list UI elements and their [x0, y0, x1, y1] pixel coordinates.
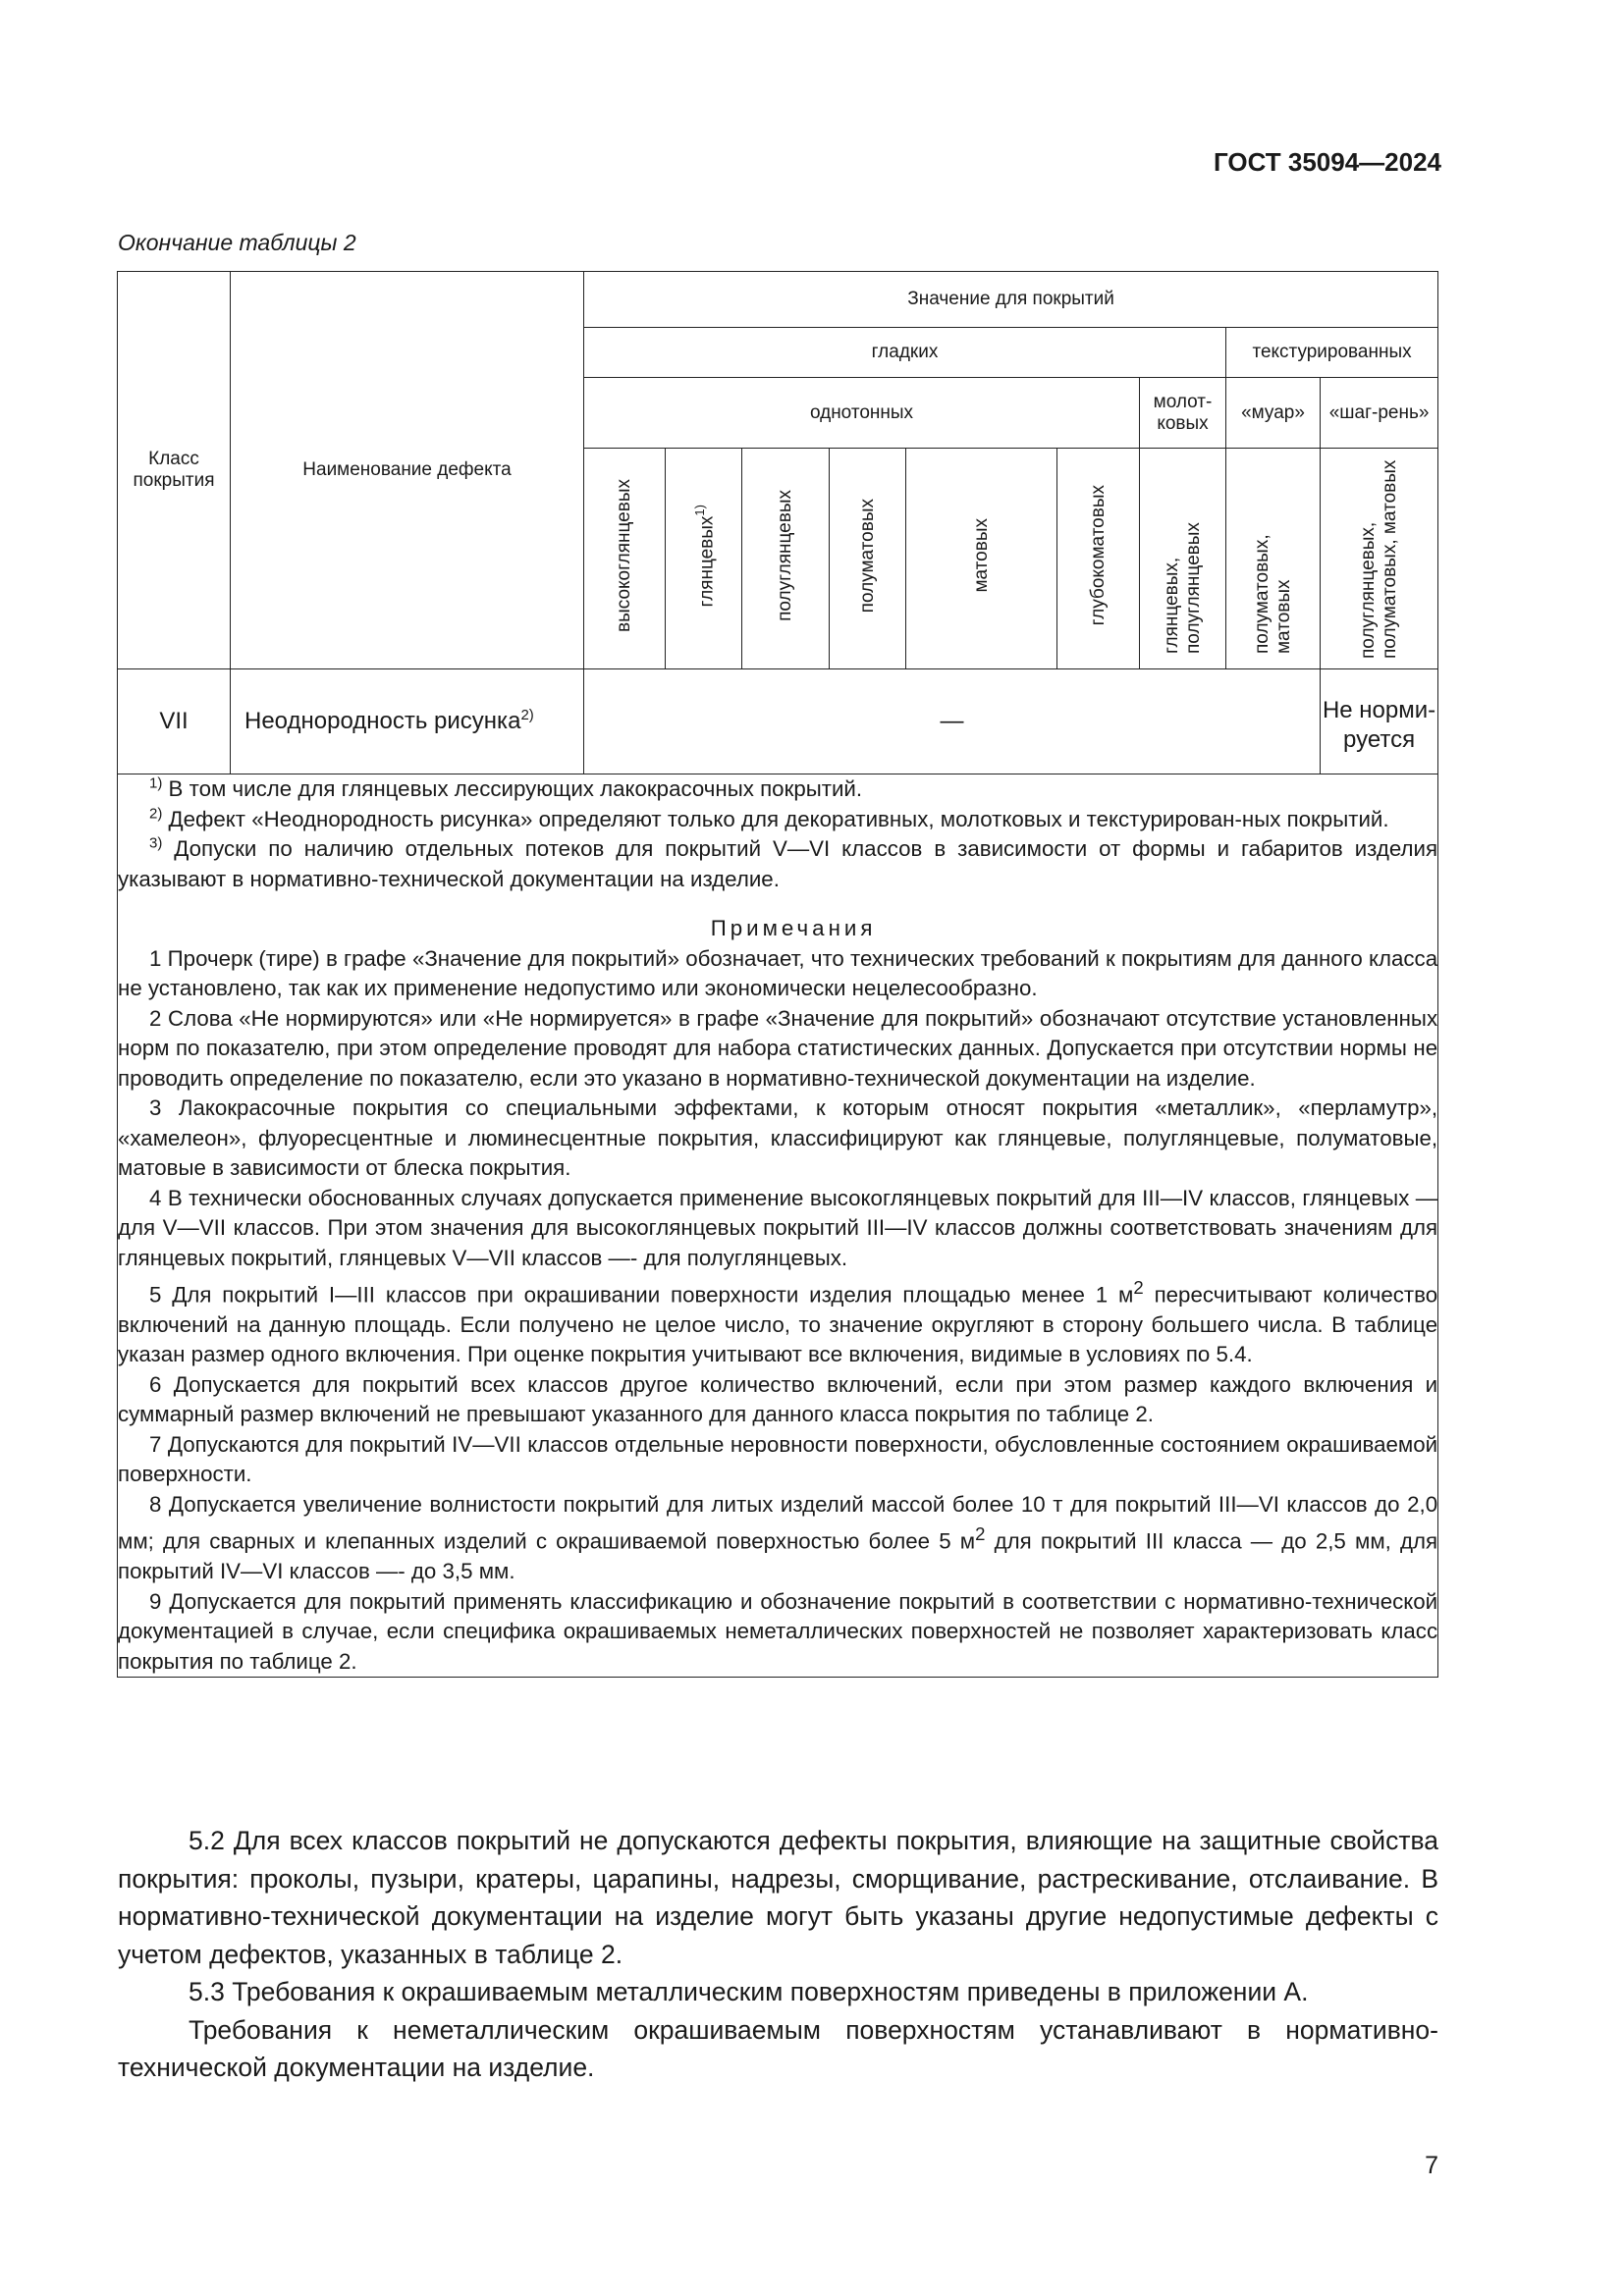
row-value-not-normalized: Не норми-руется [1321, 669, 1438, 774]
document-id: ГОСТ 35094—2024 [1214, 147, 1441, 177]
notes-title: Примечания [710, 916, 877, 940]
header-textured: текстурированных [1226, 328, 1438, 378]
subcol-moire: полуматовых, матовых [1226, 449, 1321, 669]
note-item: 4 В технически обоснованных случаях допускается применение высокоглянцевых покрытий для III—IV классов, глянцевых — для V—VII классов. При этом значения для высокоглянцевых покрытий III—IV классов должны соответствовать значениям для глянцевых покрытий, глянцевых V—VII классов —- для полуглянцевых. [118, 1185, 1438, 1270]
note-item: 9 Допускается для покрытий применять классификацию и обозначение покрытий в соответствии с нормативно-технической документацией в случае, если специфика окрашиваемых неметаллических поверхностей не позволяет характеризовать класс покрытия по таблице 2. [118, 1588, 1438, 1674]
header-shagren: «шаг-рень» [1321, 378, 1438, 449]
note-item: 8 Допускается увеличение волнистости покрытий для литых изделий массой более 10 т для покрытий III—VI классов до 2,0 мм; для сварных и клепанных изделий с окрашиваемой поверхностью более 5 $м^2$ для покрытий III класса — до 2,5 мм, для покрытий IV—VI классов —- до 3,5 мм. [118, 1491, 1438, 1584]
note-item: 7 Допускаются для покрытий IV—VII классов отдельные неровности поверхности, обусловленные состоянием окрашиваемой поверхности. [118, 1431, 1438, 1487]
row-value-dash: — [584, 669, 1321, 774]
table-caption: Окончание таблицы 2 [118, 230, 356, 255]
note-item: 5 Для покрытий I—III классов при окрашивании поверхности изделия площадью менее 1 $м^2$ пересчитывают количество включений на данную площадь. Если получено не целое число, то значение округляют в сторону большего числа. В таблице указан размер одного включения. При оценке покрытия учитывают все включения, видимые в условиях по 5.4. [118, 1277, 1438, 1367]
header-defect-name: Наименование дефекта [231, 272, 584, 669]
paragraph-5-3-cont: Требования к неметаллическим окрашиваемым поверхностям устанавливают в нормативно-технической документации на изделие. [118, 2014, 1438, 2082]
paragraph-5-3: 5.3 Требования к окрашиваемым металлическим поверхностям приведены в приложении А. [189, 1977, 1309, 2006]
table-notes [118, 774, 1438, 1678]
defects-table [117, 271, 1438, 1678]
subcol-matte: матовых [906, 449, 1057, 669]
header-moire: «муар» [1226, 378, 1321, 449]
footnote: $^{1)}$ В том числе для глянцевых лессирующих лакокрасочных покрытий. [149, 774, 863, 801]
note-item: 2 Слова «Не нормируются» или «Не нормируется» в графе «Значение для покрытий» обозначают отсутствие установленных норм по показателю, при этом определение проводят для набора статистических данных. Допускается при отсутствии нормы не проводить определение по показателю, если это указано в нормативно-технической документации на изделие. [118, 1005, 1438, 1091]
header-smooth: гладких [584, 328, 1226, 378]
page-number: 7 [1425, 2152, 1438, 2179]
note-item: 1 Прочерк (тире) в графе «Значение для покрытий» обозначает, что технических требований к покрытиям для данного класса не установлено, так как их применение недопустимо или экономически нецелесообразно. [118, 945, 1438, 1000]
subcol-semi-matte: полуматовых [830, 449, 906, 669]
note-item: 3 Лакокрасочные покрытия со специальными эффектами, к которым относят покрытия «металлик», «перламутр», «хамелеон», флуоресцентные и люминесцентные покрытия, классифицируют как глянцевые, полуглянцевые, полуматовые, матовые в зависимости от блеска покрытия. [118, 1095, 1438, 1180]
subcol-semi-gloss: полуглянцевых [742, 449, 830, 669]
subcol-hammer: глянцевых, полуглянцевых [1140, 449, 1226, 669]
body-text [118, 1822, 1438, 2087]
header-plain: однотонных [584, 378, 1140, 449]
paragraph-5-2: 5.2 Для всех классов покрытий не допускаются дефекты покрытия, влияющие на защитные свойства покрытия: проколы, пузыри, кратеры, царапины, надрезы, сморщивание, растрескивание, отслаивание. В нормативно-технической документации на изделие могут быть указаны другие недопустимые дефекты с учетом дефектов, указанных в таблице 2. [118, 1826, 1438, 1969]
footnote: $^{3)}$ Допуски по наличию отдельных потеков для покрытий V—VI классов в зависимости от формы и габаритов изделия указывают в нормативно-технической документации на изделие. [118, 834, 1438, 891]
subcol-deep-matte: глубокоматовых [1057, 449, 1140, 669]
subcol-shagren: полуглянцевых, полуматовых, матовых [1321, 449, 1438, 669]
header-hammer: молот-ковых [1140, 378, 1226, 449]
footnote: $^{2)}$ Дефект «Неоднородность рисунка» определяют только для декоративных, молотковых и текстурирован-ных покрытий. [149, 805, 1389, 831]
row-defect-name: Неоднородность рисунка$^{2)}$ [231, 669, 584, 774]
header-class: Класс покрытия [118, 272, 231, 669]
subcol-high-gloss: высокоглянцевых [584, 449, 666, 669]
note-item: 6 Допускается для покрытий всех классов другое количество включений, если при этом размер каждого включения и суммарный размер включений не превышают указанного для данного класса покрытия по таблице 2. [118, 1371, 1438, 1427]
subcol-gloss: глянцевых$^{1)}$ [666, 449, 742, 669]
header-values: Значение для покрытий [584, 272, 1438, 328]
row-class: VII [118, 669, 231, 774]
